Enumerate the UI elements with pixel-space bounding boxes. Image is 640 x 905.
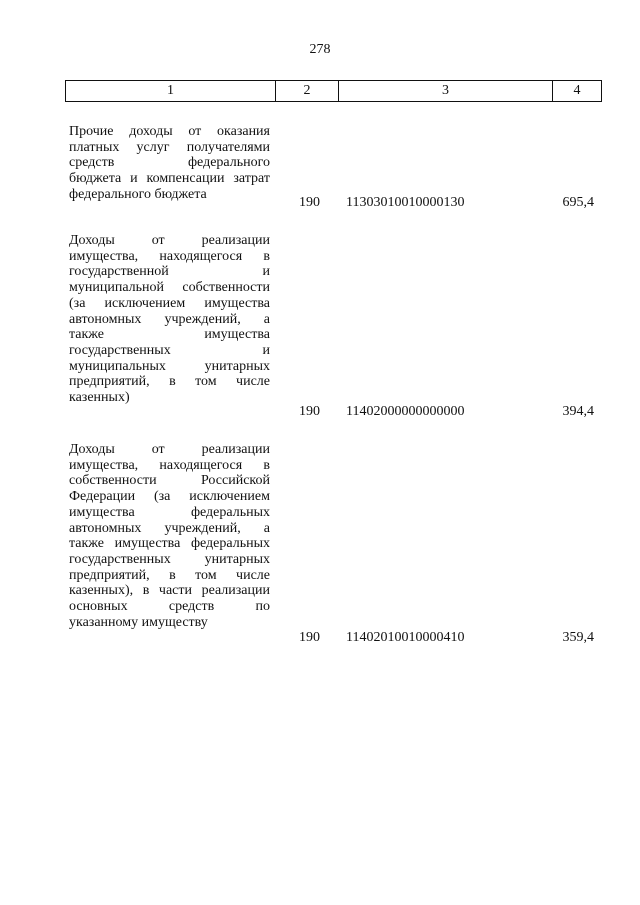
description-line: имущества, находящегося в	[69, 457, 270, 473]
description-line: автономных учреждений, а	[69, 311, 270, 327]
description-line: государственных унитарных	[69, 551, 270, 567]
kbk-code: 11402010010000410	[346, 630, 465, 645]
description-line: федерального бюджета	[69, 186, 207, 202]
description-line: указанному имуществу	[69, 614, 208, 630]
row-description	[69, 124, 270, 203]
description-line: также имущества федеральных	[69, 536, 270, 552]
row-description	[69, 233, 270, 406]
header-col-2: 2	[276, 81, 339, 101]
admin-code: 190	[299, 630, 320, 645]
admin-code: 190	[299, 195, 320, 210]
amount: 359,4	[562, 630, 594, 645]
row-description	[69, 442, 270, 630]
description-line: (за исключением имущества	[69, 295, 270, 311]
description-line: муниципальных унитарных	[69, 358, 270, 374]
kbk-code: 11402000000000000	[346, 404, 465, 419]
description-line: бюджета и компенсации затрат	[69, 171, 270, 187]
description-line: имущества федеральных	[69, 504, 270, 520]
description-line: Прочие доходы от оказания	[69, 124, 270, 139]
description-line: также имущества	[69, 327, 270, 343]
kbk-code: 11303010010000130	[346, 195, 465, 210]
header-col-3: 3	[339, 81, 553, 101]
description-line: предприятий, в том числе	[69, 567, 270, 583]
header-col-1: 1	[66, 81, 276, 101]
description-line: имущества, находящегося в	[69, 248, 270, 264]
description-line: государственных и	[69, 342, 270, 358]
description-line: государственной и	[69, 264, 270, 280]
amount: 394,4	[562, 404, 594, 419]
description-line: платных услуг получателями	[69, 139, 270, 155]
page-number: 278	[309, 42, 331, 57]
description-line: основных средств по	[69, 599, 270, 615]
description-line: казенных)	[69, 390, 130, 406]
description-line: предприятий, в том числе	[69, 374, 270, 390]
description-line: собственности Российской	[69, 473, 270, 489]
description-line: Федерации (за исключением	[69, 489, 270, 505]
description-line: Доходы от реализации	[69, 233, 270, 248]
description-line: муниципальной собственности	[69, 280, 270, 296]
description-line: казенных), в части реализации	[69, 583, 270, 599]
header-col-4: 4	[573, 83, 581, 98]
description-line: автономных учреждений, а	[69, 520, 270, 536]
admin-code: 190	[299, 404, 320, 419]
table-header	[65, 80, 602, 102]
amount: 695,4	[562, 195, 594, 210]
description-line: средств федерального	[69, 155, 270, 171]
description-line: Доходы от реализации	[69, 442, 270, 457]
